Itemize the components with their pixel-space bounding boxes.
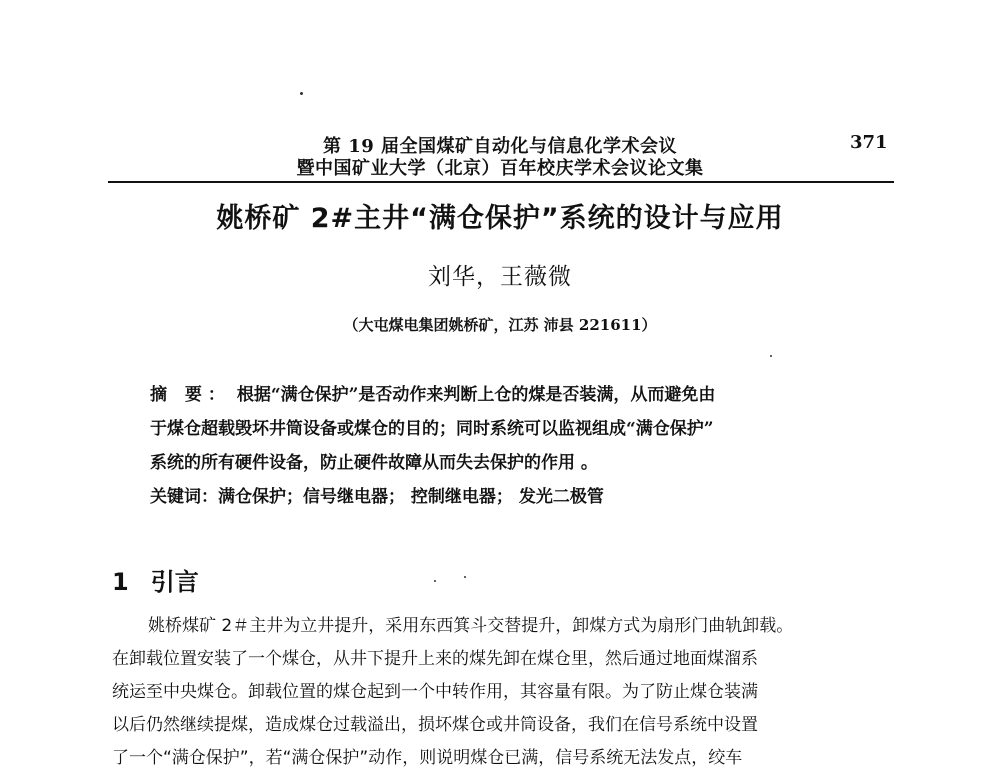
paper-title: 姚桥矿 2#主井“满仓保护”系统的设计与应用 [216, 203, 784, 234]
body-paragraph [112, 610, 892, 775]
header-rule [108, 181, 894, 183]
scan-speck [770, 355, 772, 357]
abstract-line-1 [150, 378, 840, 412]
keywords-label: 关键词： [150, 487, 218, 507]
keywords-line [150, 482, 604, 507]
running-header-line2: 暨中国矿业大学（北京）百年校庆学术会议论文集 [296, 158, 704, 179]
body-line-4: 以后仍然继续提煤，造成煤仓过载溢出，损坏煤仓或井筒设备，我们在信号系统中设置 [112, 715, 758, 735]
abstract-line-3: 系统的所有硬件设备，防止硬件故障从而失去保护的作用 。 [150, 453, 598, 473]
running-header-line1: 第 19 届全国煤矿自动化与信息化学术会议 [322, 136, 678, 157]
scan-speck [300, 92, 303, 95]
abstract-block [150, 378, 840, 480]
abstract-line-2: 于煤仓超载毁坏井筒设备或煤仓的目的；同时系统可以监视组成“满仓保护” [150, 419, 714, 439]
abstract-label: 摘 要： [150, 385, 231, 405]
scan-speck [434, 580, 436, 582]
section-heading [112, 562, 199, 597]
page-number: 371 [850, 132, 888, 153]
section-title: 引言 [150, 568, 199, 596]
keywords-text: 满仓保护；信号继电器； 控制继电器； 发光二极管 [218, 487, 604, 507]
body-line-1: 姚桥煤矿 2＃主井为立井提升，采用东西箕斗交替提升，卸煤方式为扇形门曲轨卸载。 [148, 616, 794, 636]
abstract-text-1: 根据“满仓保护”是否动作来判断上仓的煤是否装满，从而避免由 [236, 385, 716, 405]
scan-speck [464, 576, 466, 578]
paper-authors: 刘华，王薇微 [428, 264, 572, 290]
section-number: 1 [112, 568, 129, 596]
body-line-2: 在卸载位置安装了一个煤仓，从井下提升上来的煤先卸在煤仓里，然后通过地面煤溜系 [112, 649, 758, 669]
author-affiliation: （大屯煤电集团姚桥矿，江苏 沛县 221611） [343, 316, 657, 334]
body-line-3: 统运至中央煤仓。卸载位置的煤仓起到一个中转作用，其容量有限。为了防止煤仓装满 [112, 682, 758, 702]
body-line-5: 了一个“满仓保护”，若“满仓保护”动作，则说明煤仓已满，信号系统无法发点，绞车 [112, 748, 743, 768]
